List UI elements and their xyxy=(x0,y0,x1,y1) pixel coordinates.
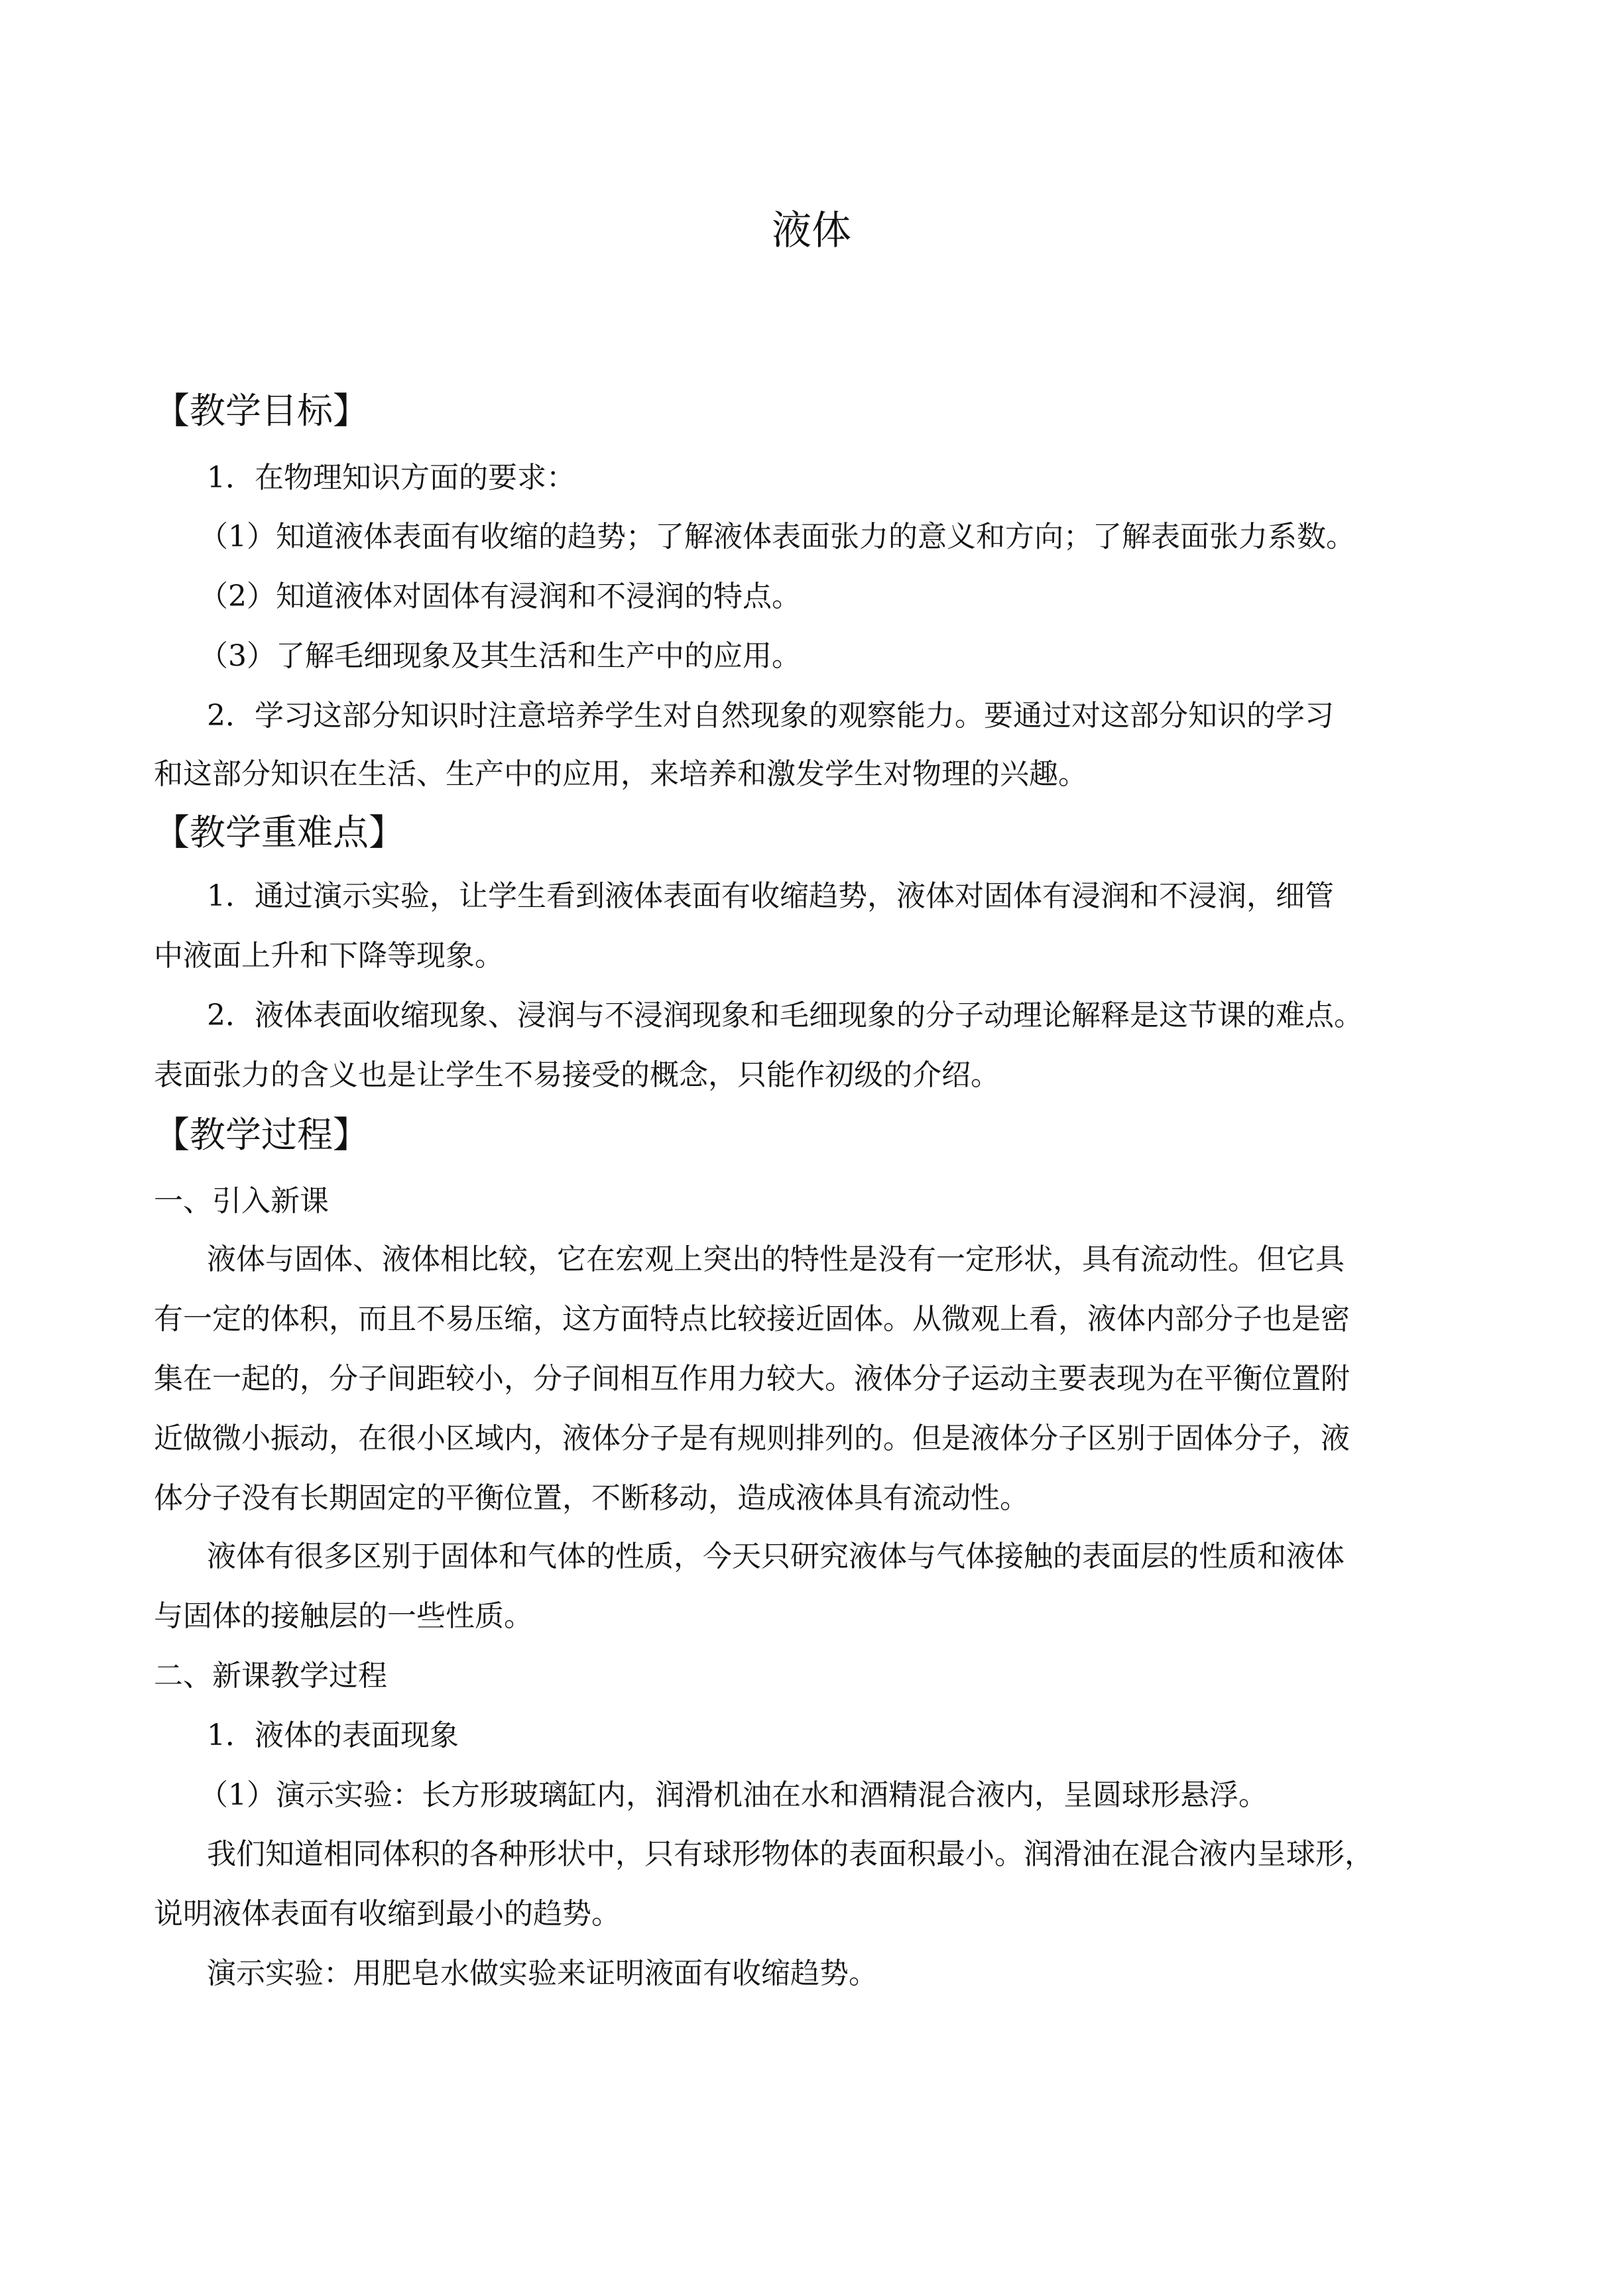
key-points-item-2-line-2: 表面张力的含义也是让学生不易接受的概念，只能作初级的介绍。 xyxy=(154,1058,1000,1092)
objectives-item-2-line-2: 和这部分知识在生活、生产中的应用，来培养和激发学生对物理的兴趣。 xyxy=(154,757,1087,791)
process-paragraph-2-line-2: 与固体的接触层的一些性质。 xyxy=(154,1599,533,1633)
objectives-item-2-line-1: 2．学习这部分知识时注意培养学生对自然现象的观察能力。要通过对这部分知识的学习 xyxy=(207,699,1334,733)
process-paragraph-2-line-1: 液体有很多区别于固体和气体的性质，今天只研究液体与气体接触的表面层的性质和液体 xyxy=(207,1540,1345,1573)
process-paragraph-1-line-3: 集在一起的，分子间距较小，分子间相互作用力较大。液体分子运动主要表现为在平衡位置附 xyxy=(154,1362,1350,1396)
page-title: 液体 xyxy=(772,208,851,254)
section-heading-process: 【教学过程】 xyxy=(154,1114,369,1156)
objectives-sub-1: （1）知道液体表面有收缩的趋势；了解液体表面张力的意义和方向；了解表面张力系数。 xyxy=(199,520,1355,554)
process-part-1-heading: 一、引入新课 xyxy=(154,1184,329,1218)
objectives-sub-3: （3）了解毛细现象及其生活和生产中的应用。 xyxy=(199,639,801,673)
process-paragraph-1-line-2: 有一定的体积，而且不易压缩，这方面特点比较接近固体。从微观上看，液体内部分子也是密 xyxy=(154,1302,1350,1336)
process-paragraph-1-line-4: 近做微小振动，在很小区域内，液体分子是有规则排列的。但是液体分子区别于固体分子，液 xyxy=(154,1421,1350,1455)
objectives-item-1: 1．在物理知识方面的要求： xyxy=(207,461,575,495)
section-heading-objectives: 【教学目标】 xyxy=(154,390,369,432)
key-points-item-2-line-1: 2．液体表面收缩现象、浸润与不浸润现象和毛细现象的分子动理论解释是这节课的难点。 xyxy=(207,998,1363,1032)
process-paragraph-3-line-1: 我们知道相同体积的各种形状中，只有球形物体的表面积最小。润滑油在混合液内呈球形， xyxy=(207,1837,1374,1871)
process-paragraph-3-line-2: 说明液体表面有收缩到最小的趋势。 xyxy=(154,1897,621,1931)
process-paragraph-1-line-1: 液体与固体、液体相比较，它在宏观上突出的特性是没有一定形状，具有流动性。但它具 xyxy=(207,1242,1345,1276)
process-part-2-heading: 二、新课教学过程 xyxy=(154,1659,387,1693)
process-demo-2: 演示实验：用肥皂水做实验来证明液面有收缩趋势。 xyxy=(207,1957,878,1990)
objectives-sub-2: （2）知道液体对固体有浸润和不浸润的特点。 xyxy=(199,579,801,613)
key-points-item-1-line-2: 中液面上升和下降等现象。 xyxy=(154,939,504,973)
process-sub-heading: 1．液体的表面现象 xyxy=(207,1719,459,1752)
section-heading-key-points: 【教学重难点】 xyxy=(154,812,404,853)
process-paragraph-1-line-5: 体分子没有长期固定的平衡位置，不断移动，造成液体具有流动性。 xyxy=(154,1481,1029,1515)
key-points-item-1-line-1: 1．通过演示实验，让学生看到液体表面有收缩趋势，液体对固体有浸润和不浸润，细管 xyxy=(207,879,1334,913)
process-demo-1: （1）演示实验：长方形玻璃缸内，润滑机油在水和酒精混合液内，呈圆球形悬浮。 xyxy=(199,1778,1268,1812)
